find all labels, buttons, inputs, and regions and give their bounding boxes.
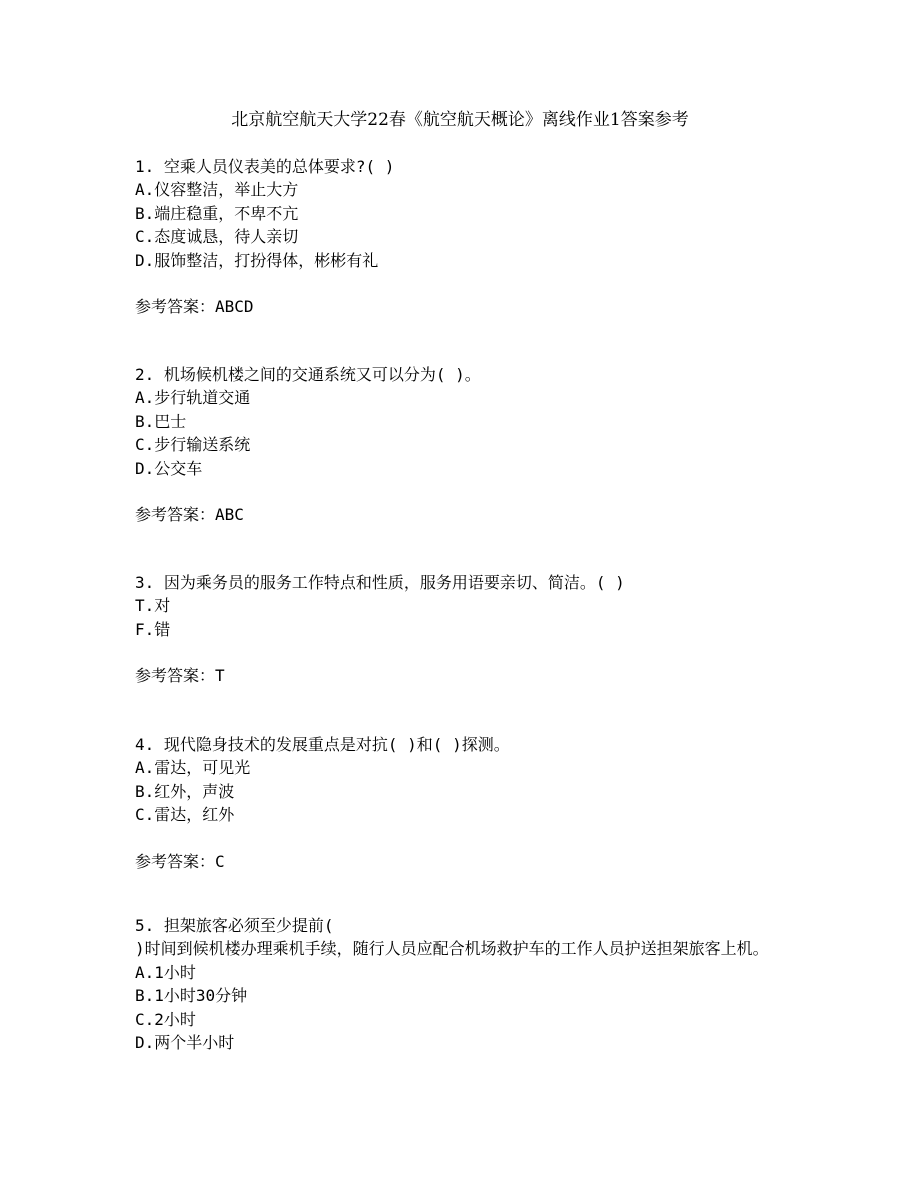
answer-line xyxy=(135,850,795,873)
option-c: C.2小时 xyxy=(135,1009,196,1029)
answer-line xyxy=(135,503,795,526)
question-2 xyxy=(135,363,795,526)
question-4 xyxy=(135,733,795,873)
option-d: D.服饰整洁，打扮得体，彬彬有礼 xyxy=(135,250,379,270)
option-a: A.仪容整洁，举止大方 xyxy=(135,180,299,200)
option-c: C.雷达，红外 xyxy=(135,805,235,825)
question-3 xyxy=(135,571,795,688)
question-text: 1. 空乘人员仪表美的总体要求?( ) xyxy=(135,157,395,176)
option-d: D.公交车 xyxy=(135,458,203,478)
question-text: 5. 担架旅客必须至少提前( )时间到候机楼办理乘机手续，随行人员应配合机场救护车的工作人员护送担架旅客上机。 xyxy=(135,916,769,959)
document-title: 北京航空航天大学22春《航空航天概论》离线作业1答案参考 xyxy=(231,110,689,130)
answer-label: 参考答案： xyxy=(135,297,216,317)
question-5 xyxy=(135,914,795,1054)
answer-value: ABC xyxy=(215,505,244,525)
question-text: 2. 机场候机楼之间的交通系统又可以分为( )。 xyxy=(135,365,481,384)
option-t: T.对 xyxy=(135,596,171,616)
option-f: F.错 xyxy=(135,619,171,639)
answer-value: C xyxy=(215,851,225,871)
answer-line xyxy=(135,295,795,318)
answer-value: ABCD xyxy=(215,297,254,317)
option-b: B.端庄稳重，不卑不亢 xyxy=(135,203,299,223)
answer-line xyxy=(135,664,795,687)
option-list xyxy=(135,594,795,641)
answer-value: T xyxy=(215,666,225,686)
option-a: A.步行轨道交通 xyxy=(135,388,251,408)
option-c: C.态度诚恳，待人亲切 xyxy=(135,227,299,247)
answer-label: 参考答案： xyxy=(135,666,216,686)
option-c: C.步行输送系统 xyxy=(135,435,251,455)
option-list xyxy=(135,961,795,1055)
option-b: B.巴士 xyxy=(135,411,187,431)
option-a: A.1小时 xyxy=(135,962,196,982)
option-list xyxy=(135,178,795,272)
option-b: B.1小时30分钟 xyxy=(135,986,248,1006)
option-d: D.两个半小时 xyxy=(135,1033,235,1053)
question-text: 3. 因为乘务员的服务工作特点和性质，服务用语要亲切、简洁。( ) xyxy=(135,573,625,592)
option-list xyxy=(135,756,795,826)
answer-label: 参考答案： xyxy=(135,505,216,525)
question-1 xyxy=(135,155,795,318)
option-a: A.雷达，可见光 xyxy=(135,758,251,778)
question-text: 4. 现代隐身技术的发展重点是对抗( )和( )探测。 xyxy=(135,735,510,754)
option-list xyxy=(135,386,795,480)
answer-label: 参考答案： xyxy=(135,851,216,871)
option-b: B.红外，声波 xyxy=(135,781,235,801)
